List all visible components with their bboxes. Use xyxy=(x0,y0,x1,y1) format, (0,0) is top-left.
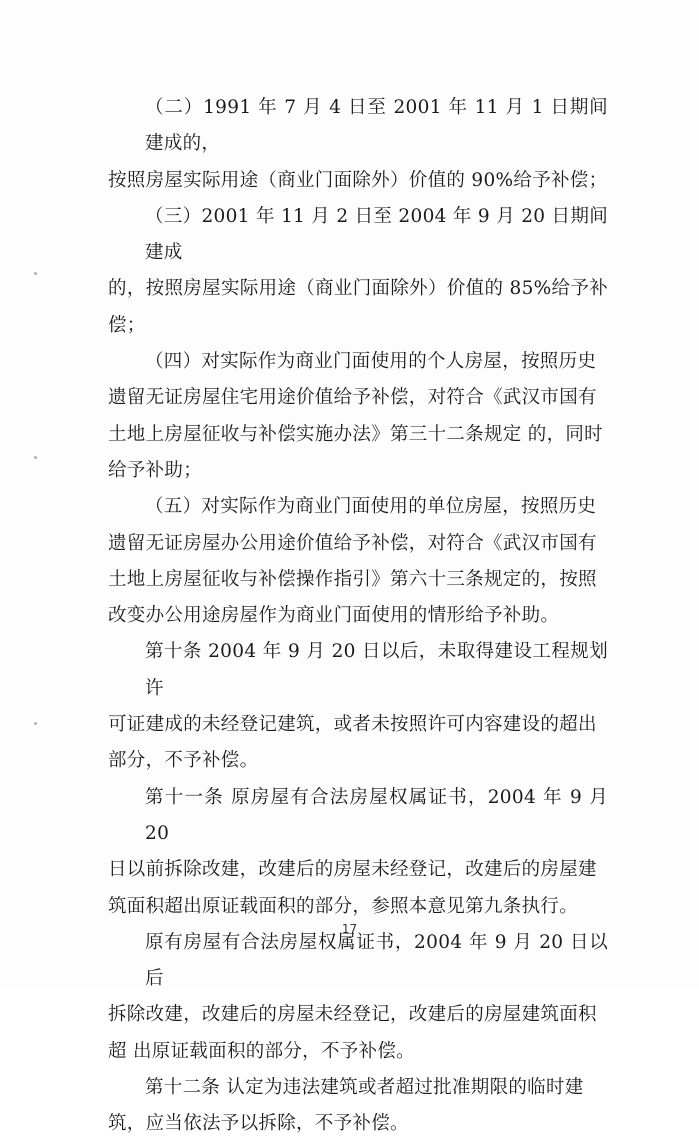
article-10 xyxy=(108,634,608,779)
paragraph-line: 第十一条 原房屋有合法房屋权属证书，2004 年 9 月 20 xyxy=(145,786,608,844)
paragraph-line: 遗留无证房屋办公用途价值给予补偿，对符合《武汉市国有 xyxy=(108,532,597,554)
paragraph-line: 第十条 2004 年 9 月 20 日以后，未取得建设工程规划许 xyxy=(145,641,608,699)
paragraph-line: 第十二条 认定为违法建筑或者超过批准期限的临时建 xyxy=(145,1077,584,1099)
scan-speck xyxy=(34,272,37,275)
paragraph-line: 超 出原证载面积的部分，不予补偿。 xyxy=(108,1040,415,1062)
paragraph-line: （五）对实际作为商业门面使用的单位房屋，按照历史 xyxy=(145,496,597,518)
paragraph-line: 土地上房屋征收与补偿操作指引》第六十三条规定的，按照 xyxy=(108,568,597,590)
paragraph-line: 改变办公用途房屋作为商业门面使用的情形给予补助。 xyxy=(108,605,560,627)
paragraph-item-4 xyxy=(108,344,608,489)
paragraph-line: 按照房屋实际用途（商业门面除外）价值的 90%给予补偿； xyxy=(108,169,608,191)
paragraph-item-5 xyxy=(108,489,608,634)
article-11-paragraph-2 xyxy=(108,925,608,1070)
paragraph-line: （四）对实际作为商业门面使用的个人房屋，按照历史 xyxy=(145,351,597,373)
page-number: 17 xyxy=(341,922,358,936)
paragraph-line: 给予补助； xyxy=(108,459,203,481)
paragraph-line: 拆除改建，改建后的房屋未经登记，改建后的房屋建筑面积 xyxy=(108,1004,597,1026)
paragraph-line: 筑，应当依法予以拆除，不予补偿。 xyxy=(108,1113,409,1135)
paragraph-line: 土地上房屋征收与补偿实施办法》第三十二条规定 的，同时 xyxy=(108,423,603,445)
paragraph-line: （二）1991 年 7 月 4 日至 2001 年 11 月 1 日期间建成的， xyxy=(145,97,608,155)
paragraph-line: 原有房屋有合法房屋权属证书，2004 年 9 月 20 日以后 xyxy=(145,931,608,990)
document-body xyxy=(108,90,608,1143)
paragraph-line: 部分，不予补偿。 xyxy=(108,750,259,772)
paragraph-line: （三）2001 年 11 月 2 日至 2004 年 9 月 20 日期间建成 xyxy=(145,205,608,264)
article-11 xyxy=(108,780,608,925)
paragraph-line: 的，按照房屋实际用途（商业门面除外）价值的 85%给予补偿； xyxy=(108,278,608,336)
paragraph-line: 筑面积超出原证载面积的部分，参照本意见第九条执行。 xyxy=(108,895,579,917)
paragraph-line: 日以前拆除改建，改建后的房屋未经登记，改建后的房屋建 xyxy=(108,859,597,881)
scan-speck xyxy=(34,722,37,725)
paragraph-item-3 xyxy=(108,199,608,344)
article-12 xyxy=(108,1070,608,1143)
paragraph-item-2 xyxy=(108,90,608,199)
scan-speck xyxy=(34,456,37,459)
paragraph-line: 可证建成的未经登记建筑，或者未按照许可内容建设的超出 xyxy=(108,714,597,736)
paragraph-line: 遗留无证房屋住宅用途价值给予补偿，对符合《武汉市国有 xyxy=(108,387,597,409)
